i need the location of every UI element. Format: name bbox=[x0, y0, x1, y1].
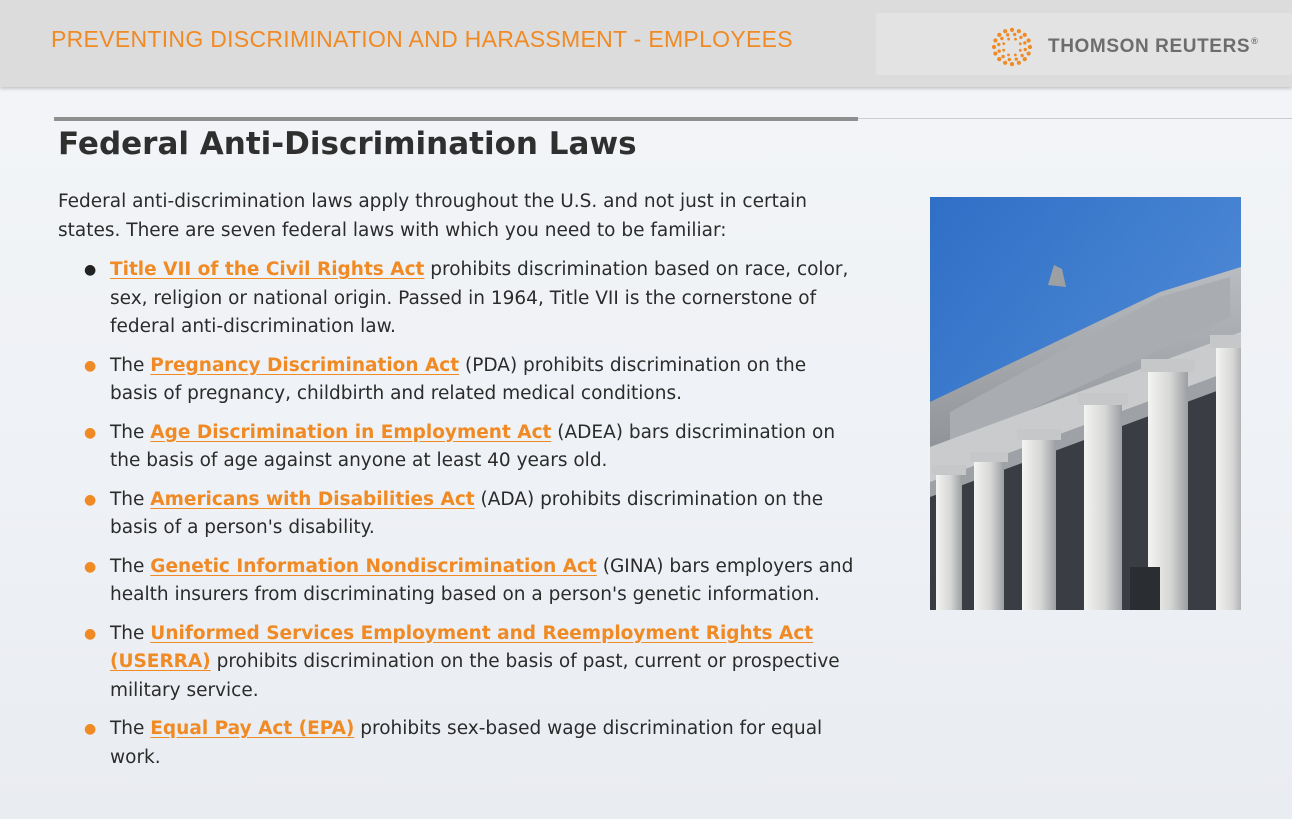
link-pregnancy-discrimination-act[interactable]: Pregnancy Discrimination Act bbox=[150, 354, 460, 376]
link-title-vii[interactable]: Title VII of the Civil Rights Act bbox=[110, 259, 425, 280]
list-item-title-vii bbox=[84, 256, 854, 342]
law-description: prohibits discrimination on the basis of past, current or prospective military service. bbox=[110, 651, 840, 701]
bullet-icon: ● bbox=[84, 262, 97, 278]
bullet-icon: ● bbox=[84, 721, 97, 737]
law-prefix: The bbox=[110, 488, 151, 510]
courthouse-photo bbox=[930, 197, 1241, 610]
law-list bbox=[84, 256, 854, 782]
bullet-icon: ● bbox=[84, 625, 97, 642]
law-prefix: The bbox=[110, 421, 151, 443]
list-item-epa bbox=[84, 715, 854, 772]
law-prefix: The bbox=[110, 354, 151, 376]
bullet-icon: ● bbox=[84, 424, 97, 441]
list-item-userra bbox=[84, 620, 854, 706]
page-title: Federal Anti-Discrimination Laws bbox=[58, 126, 637, 162]
link-americans-with-disabilities-act[interactable]: Americans with Disabilities Act bbox=[150, 488, 475, 510]
logo-text: THOMSON REUTERS bbox=[1048, 36, 1251, 57]
link-age-discrimination-act[interactable]: Age Discrimination in Employment Act bbox=[150, 421, 552, 443]
law-description: (PDA) prohibits discrimination on the basis of pregnancy, childbirth and related medical conditions. bbox=[110, 354, 807, 404]
law-prefix: The bbox=[110, 622, 151, 644]
title-divider bbox=[54, 117, 858, 121]
law-description: (GINA) bars employers and health insurers from discriminating based on a person's genetic information. bbox=[110, 555, 854, 605]
list-item-adea bbox=[84, 419, 854, 476]
law-description: (ADEA) bars discrimination on the basis of age against anyone at least 40 years old. bbox=[110, 421, 836, 471]
law-description: prohibits sex-based wage discrimination for equal work. bbox=[110, 718, 823, 768]
link-genetic-information-act[interactable]: Genetic Information Nondiscrimination Act bbox=[150, 555, 597, 577]
thomson-reuters-logo bbox=[1048, 36, 1258, 58]
registered-mark: ® bbox=[1251, 36, 1259, 46]
law-prefix: The bbox=[110, 555, 151, 577]
law-description: (ADA) prohibits discrimination on the basis of a person's disability. bbox=[110, 488, 824, 538]
law-prefix: The bbox=[110, 718, 151, 739]
bullet-icon: ● bbox=[84, 558, 97, 575]
list-item-gina bbox=[84, 553, 854, 610]
title-divider-extension bbox=[858, 118, 1292, 119]
bullet-icon: ● bbox=[84, 491, 97, 508]
thomson-reuters-logo-icon bbox=[990, 27, 1034, 67]
law-description: prohibits discrimination based on race, color, sex, religion or national origin. Passed in 1964, Title VII is the cornerstone of federal anti-discrimination law. bbox=[110, 259, 849, 337]
list-item-ada bbox=[84, 486, 854, 543]
link-equal-pay-act[interactable]: Equal Pay Act (EPA) bbox=[150, 718, 355, 739]
bullet-icon: ● bbox=[84, 357, 97, 374]
link-userra[interactable]: Uniformed Services Employment and Reemployment Rights Act (USERRA) bbox=[110, 622, 814, 672]
intro-text: Federal anti-discrimination laws apply throughout the U.S. and not just in certain states. There are seven federal laws with which you need to be familiar: bbox=[58, 191, 808, 241]
course-title: PREVENTING DISCRIMINATION AND HARASSMENT - EMPLOYEES bbox=[51, 26, 793, 52]
list-item-pda bbox=[84, 352, 854, 409]
